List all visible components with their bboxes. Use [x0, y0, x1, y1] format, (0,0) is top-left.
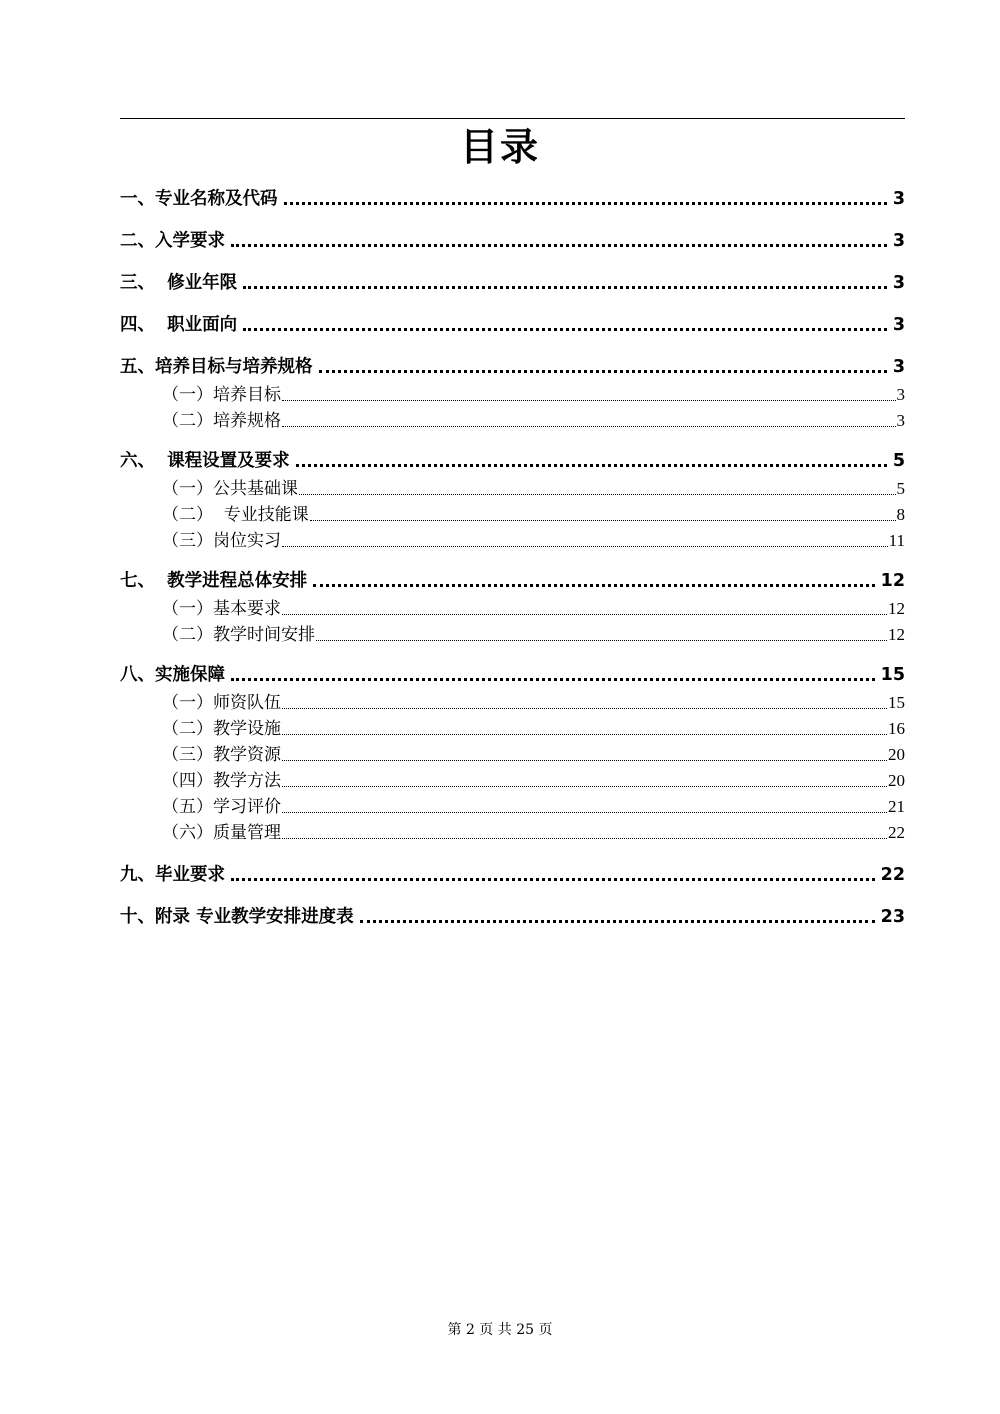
toc-entry-title: （五）学习评价	[162, 797, 281, 817]
toc-entry-subsection[interactable]	[162, 383, 905, 407]
toc-entry-subsection[interactable]	[162, 743, 905, 767]
dot-leader	[282, 734, 887, 735]
dot-leader	[282, 760, 887, 761]
dot-leader	[243, 286, 887, 289]
toc-entry-title: 四、 职业面向	[120, 315, 238, 335]
dot-leader	[243, 328, 887, 331]
toc-entry-title: 六、 课程设置及要求	[120, 451, 290, 471]
toc-entry-title: 二、入学要求	[120, 231, 225, 251]
toc-entry-section-8[interactable]	[120, 661, 905, 687]
toc-entry-section-9[interactable]	[120, 861, 905, 887]
header-rule	[120, 118, 905, 119]
toc-entry-section-7[interactable]	[120, 567, 905, 593]
toc-entry-title: （二）培养规格	[162, 411, 281, 431]
toc-entry-section-4[interactable]	[120, 311, 905, 337]
toc-entry-section-5[interactable]	[120, 353, 905, 379]
toc-entry-section-2[interactable]	[120, 227, 905, 253]
page-footer: 第 2 页 共 25 页	[447, 1322, 553, 1338]
toc-entry-page: 15	[880, 665, 905, 685]
dot-leader	[319, 370, 887, 373]
dot-leader	[282, 546, 888, 547]
toc-entry-title: 十、附录 专业教学安排进度表	[120, 907, 354, 927]
page-title: 目录	[459, 125, 540, 169]
toc-entry-subsection[interactable]	[162, 769, 905, 793]
toc-entry-title: 五、培养目标与培养规格	[120, 357, 313, 377]
dot-leader	[231, 878, 875, 881]
toc-entry-page: 3	[896, 411, 905, 430]
dot-leader	[282, 812, 887, 813]
toc-entry-subsection[interactable]	[162, 691, 905, 715]
dot-leader	[299, 494, 896, 495]
toc-entry-page: 16	[888, 719, 905, 738]
toc-entry-page: 11	[888, 531, 905, 550]
toc-entry-page: 23	[880, 907, 905, 927]
toc-entry-title: （一）师资队伍	[162, 693, 281, 713]
toc-entry-page: 8	[896, 505, 905, 524]
dot-leader	[282, 708, 887, 709]
toc-entry-page: 22	[880, 865, 905, 885]
dot-leader	[313, 584, 874, 587]
toc-entry-section-1[interactable]	[120, 185, 905, 211]
toc-entry-subsection[interactable]	[162, 795, 905, 819]
toc-entry-page: 20	[888, 771, 905, 790]
toc-entry-title: （三）教学资源	[162, 745, 281, 765]
dot-leader	[360, 920, 875, 923]
toc-entry-title: 一、专业名称及代码	[120, 189, 278, 209]
toc-entry-title: （二）教学时间安排	[162, 625, 315, 645]
dot-leader	[310, 520, 896, 521]
toc-entry-page: 3	[896, 385, 905, 404]
toc-entry-page: 3	[892, 273, 905, 293]
toc-entry-subsection[interactable]	[162, 821, 905, 845]
toc-entry-subsection[interactable]	[162, 529, 905, 553]
toc-entry-title: （六）质量管理	[162, 823, 281, 843]
toc-entry-page: 5	[892, 451, 905, 471]
dot-leader	[296, 464, 887, 467]
toc-entry-page: 3	[892, 357, 905, 377]
toc-entry-title: 八、实施保障	[120, 665, 225, 685]
toc-entry-section-10[interactable]	[120, 903, 905, 929]
dot-leader	[282, 786, 887, 787]
toc-entry-title: 三、 修业年限	[120, 273, 238, 293]
toc-entry-subsection[interactable]	[162, 503, 905, 527]
toc-entry-page: 12	[880, 571, 905, 591]
toc-entry-title: （一）基本要求	[162, 599, 281, 619]
toc-entry-title: （四）教学方法	[162, 771, 281, 791]
toc-entry-title: （三）岗位实习	[162, 531, 281, 551]
dot-leader	[282, 838, 887, 839]
toc-entry-title: （一）公共基础课	[162, 479, 298, 499]
toc-entry-subsection[interactable]	[162, 597, 905, 621]
dot-leader	[231, 678, 875, 681]
toc-entry-subsection[interactable]	[162, 477, 905, 501]
toc-entry-section-3[interactable]	[120, 269, 905, 295]
toc-entry-page: 3	[892, 315, 905, 335]
toc-entry-page: 3	[892, 189, 905, 209]
toc-entry-page: 12	[888, 599, 905, 618]
toc-entry-subsection[interactable]	[162, 623, 905, 647]
toc-entry-title: （一）培养目标	[162, 385, 281, 405]
dot-leader	[282, 400, 896, 401]
toc-entry-title: 九、毕业要求	[120, 865, 225, 885]
dot-leader	[282, 426, 896, 427]
toc-entry-page: 15	[888, 693, 905, 712]
toc-entry-page: 12	[888, 625, 905, 644]
toc-entry-section-6[interactable]	[120, 447, 905, 473]
toc-entry-subsection[interactable]	[162, 409, 905, 433]
dot-leader	[282, 614, 887, 615]
toc-entry-page: 3	[892, 231, 905, 251]
toc-entry-title: （二） 专业技能课	[162, 505, 309, 525]
dot-leader	[231, 244, 887, 247]
dot-leader	[284, 202, 887, 205]
toc-entry-page: 5	[896, 479, 905, 498]
toc-entry-page: 21	[888, 797, 905, 816]
toc-entry-subsection[interactable]	[162, 717, 905, 741]
toc-entry-page: 20	[888, 745, 905, 764]
toc-entry-title: 七、 教学进程总体安排	[120, 571, 308, 591]
dot-leader	[316, 640, 887, 641]
toc-entry-page: 22	[888, 823, 905, 842]
toc-entry-title: （二）教学设施	[162, 719, 281, 739]
